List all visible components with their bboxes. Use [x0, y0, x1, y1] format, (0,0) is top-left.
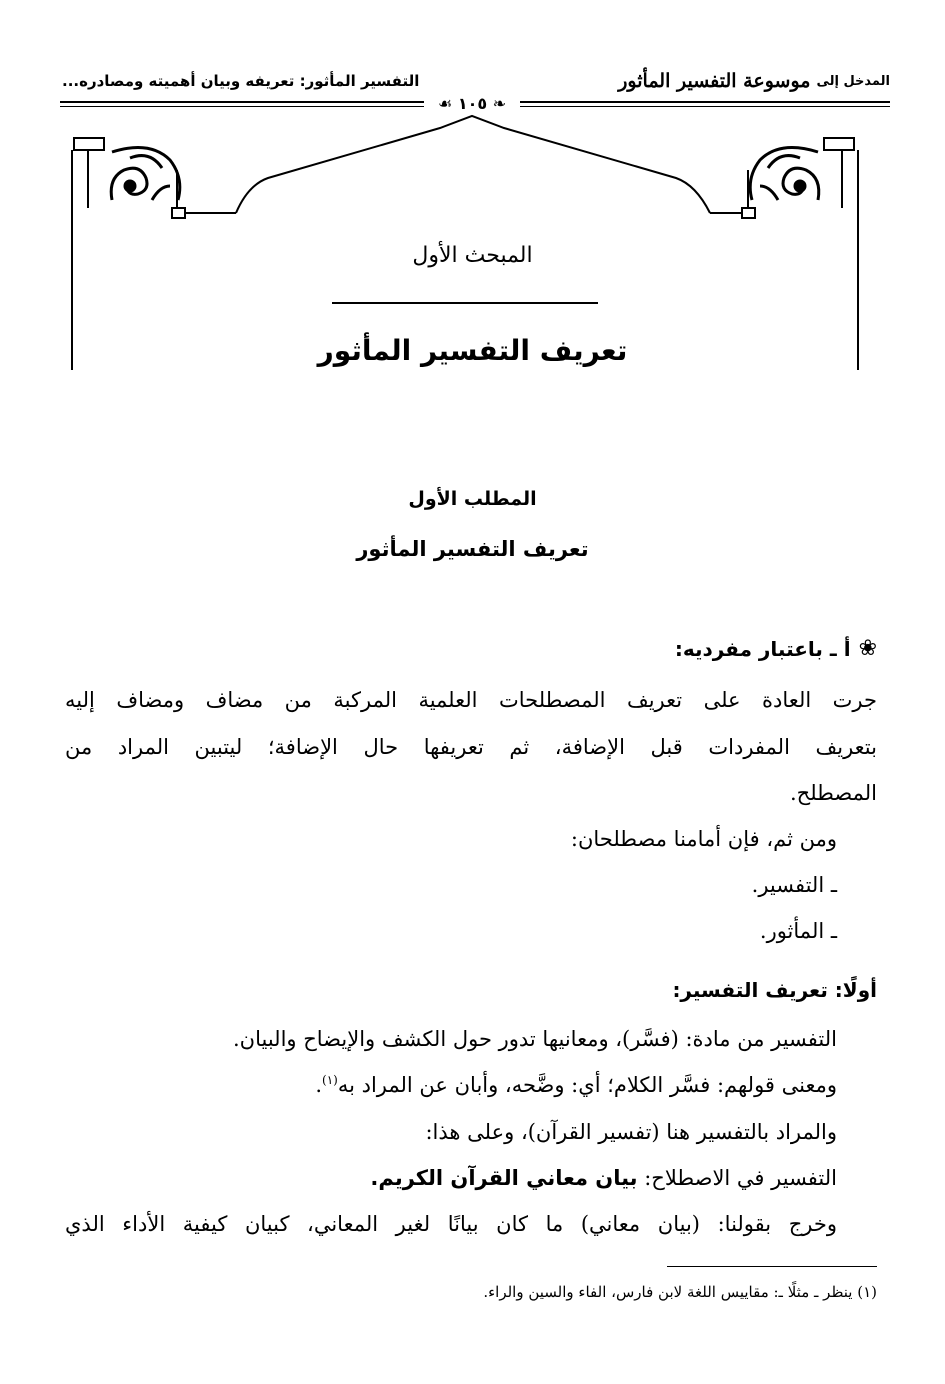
body-line: جرت العادة على تعريف المصطلحات العلمية المركبة من مضاف ومضاف إليه	[65, 688, 877, 712]
footnote-ref[interactable]: (١)	[322, 1073, 338, 1087]
subheading-first-text: أولًا: تعريف التفسير:	[672, 978, 877, 1002]
footnote-divider	[667, 1266, 877, 1267]
subheading-first	[672, 978, 877, 1002]
left-scroll-ornament	[111, 148, 180, 201]
list-item: ـ التفسير.	[751, 873, 837, 897]
body-line	[370, 1166, 837, 1190]
page-number-value: ١٠٥	[457, 94, 488, 113]
body-line: وخرج بقولنا: (بيان معاني) ما كان بيانًا لغير المعاني، كبيان كيفية الأداء الذي	[65, 1212, 837, 1236]
flower-icon: ❀	[858, 636, 877, 661]
running-title: التفسير المأثور: تعريفه وبيان أهميته ومصادره...	[62, 72, 420, 90]
body-line	[315, 1073, 837, 1097]
definition-bold: بيان معاني القرآن الكريم.	[370, 1166, 638, 1190]
body-line: بتعريف المفردات قبل الإضافة، ثم تعريفها حال الإضافة؛ ليتبين المراد من	[65, 735, 877, 759]
body-line-text: التفسير في الاصطلاح:	[637, 1166, 837, 1190]
right-scroll-ornament	[750, 148, 819, 201]
body-line-end: .	[315, 1073, 322, 1097]
body-line-text: ومعنى قولهم: فسَّر الكلام؛ أي: وضَّحه، وأبان عن المراد به	[337, 1073, 837, 1097]
chapter-divider	[332, 302, 598, 304]
section-title: تعريف التفسير المأثور	[356, 537, 589, 561]
subheading-a-text: أ ـ باعتبار مفرديه:	[674, 637, 851, 661]
footnote: (١) ينظر ـ مثلًا ـ: مقاييس اللغة لابن فارس، الفاء والسين والراء.	[483, 1283, 877, 1301]
body-line: ومن ثم، فإن أمامنا مصطلحان:	[570, 827, 837, 851]
series-prefix: المدخل إلى	[816, 73, 890, 89]
list-item: ـ المأثور.	[759, 919, 837, 943]
body-line: والمراد بالتفسير هنا (تفسير القرآن)، وعلى هذا:	[425, 1120, 837, 1144]
body-line: التفسير من مادة: (فسَّر)، ومعانيها تدور حول الكشف والإيضاح والبيان.	[233, 1027, 837, 1051]
series-logo: موسوعة التفسير المأثور	[618, 70, 811, 92]
chapter-subtitle: المبحث الأول	[412, 243, 533, 268]
page-number: ❧ ١٠٥ ☙	[424, 94, 520, 113]
section-label: المطلب الأول	[408, 488, 537, 510]
body-line: المصطلح.	[790, 781, 877, 805]
chapter-title: تعريف التفسير المأثور	[317, 334, 628, 367]
subheading-a	[675, 637, 877, 661]
